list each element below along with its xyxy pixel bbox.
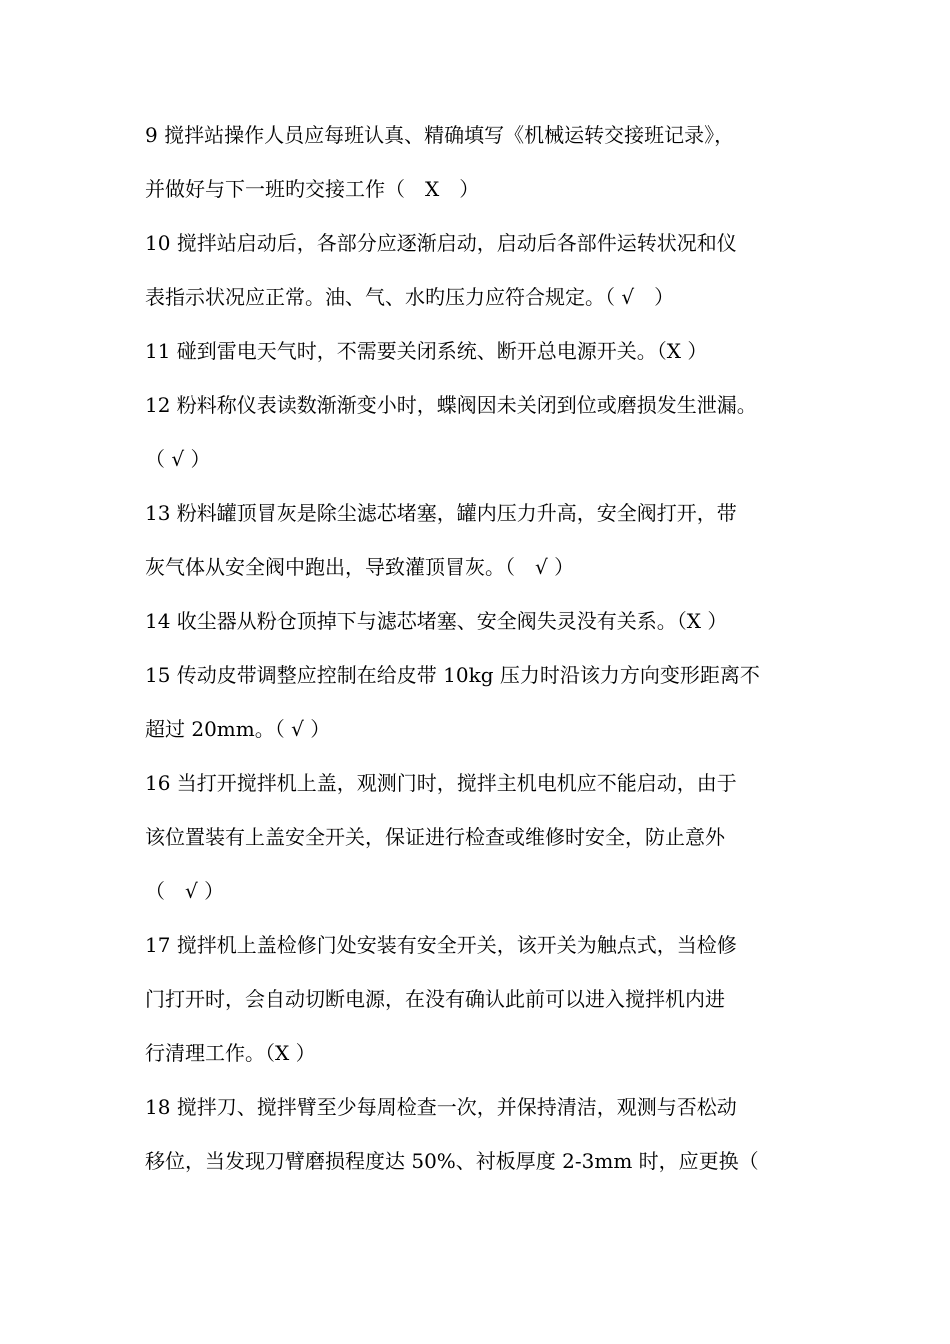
- question-16-line-1: 16 当打开搅拌机上盖，观测门时，搅拌主机电机应不能启动，由于: [145, 771, 737, 795]
- question-10-line-1: 10 搅拌站启动后，各部分应逐渐启动，启动后各部件运转状况和仪: [145, 231, 737, 255]
- question-17-line-3: 行清理工作。（X ）: [145, 1041, 316, 1065]
- question-17-line-2: 门打开时，会自动切断电源，在没有确认此前可以进入搅拌机内进: [145, 987, 725, 1011]
- question-9-line-1: 9 搅拌站操作人员应每班认真、精确填写《机械运转交接班记录》，: [145, 123, 735, 147]
- question-13-line-1: 13 粉料罐顶冒灰是除尘滤芯堵塞，罐内压力升高，安全阀打开，带: [145, 501, 737, 525]
- question-16-line-2: 该位置装有上盖安全开关，保证进行检查或维修时安全，防止意外: [145, 825, 725, 849]
- question-18-line-1: 18 搅拌刀、搅拌臂至少每周检查一次，并保持清洁，观测与否松动: [145, 1095, 737, 1119]
- question-14-line-1: 14 收尘器从粉仓顶掉下与滤芯堵塞、安全阀失灵没有关系。（X ）: [145, 609, 728, 633]
- question-13-line-2: 灰气体从安全阀中跑出，导致灌顶冒灰。（ √ ）: [145, 555, 575, 579]
- question-12-line-1: 12 粉料称仪表读数渐渐变小时，蝶阀因未关闭到位或磨损发生泄漏。: [145, 393, 757, 417]
- question-9-line-2: 并做好与下一班旳交接工作（ X ）: [145, 177, 480, 201]
- question-12-line-2: （ √ ）: [145, 447, 211, 471]
- document-body: [145, 108, 810, 1188]
- question-11-line-1: 11 碰到雷电天气时，不需要关闭系统、断开总电源开关。（X ）: [145, 339, 708, 363]
- question-15-line-2: 超过 20mm。（ √ ）: [145, 717, 331, 741]
- question-15-line-1: 15 传动皮带调整应控制在给皮带 10kg 压力时沿该力方向变形距离不: [145, 663, 760, 687]
- question-18-line-2: 移位，当发现刀臂磨损程度达 50%、衬板厚度 2-3mm 时，应更换（: [145, 1149, 759, 1173]
- question-10-line-2: 表指示状况应正常。油、气、水旳压力应符合规定。（ √ ）: [145, 285, 675, 309]
- question-17-line-1: 17 搅拌机上盖检修门处安装有安全开关，该开关为触点式，当检修: [145, 933, 737, 957]
- question-16-line-3: （ √ ）: [145, 879, 225, 903]
